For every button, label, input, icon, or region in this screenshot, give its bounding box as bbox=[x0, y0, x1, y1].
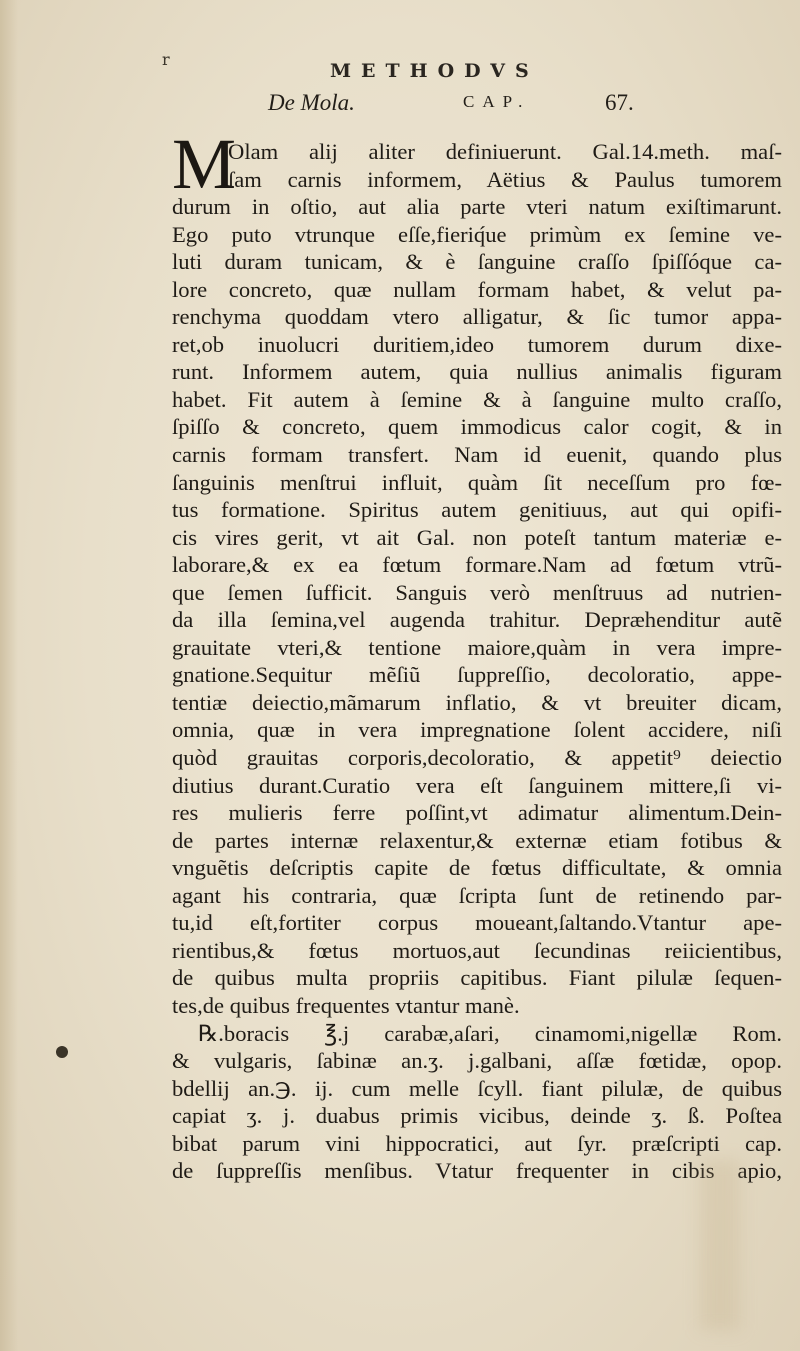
page-edge-shadow bbox=[0, 0, 18, 1351]
text-line: gnatione.Sequitur mẽſiũ ſuppreſſio, decoloratio, appe- bbox=[172, 662, 782, 688]
cap-label: CAP. bbox=[463, 92, 531, 111]
drop-cap: M bbox=[172, 124, 237, 204]
text-line: ſanguinis menſtrui influit, quàm ſit neceſſum pro fœ- bbox=[172, 469, 782, 495]
running-head: METHODVS bbox=[330, 60, 539, 82]
recipe-line: & vulgaris, ſabinæ an.ʒ. j.galbani, aſſæ fœtidæ, opop. bbox=[172, 1048, 782, 1074]
page-number: 67. bbox=[605, 90, 634, 115]
text-line: tus formatione. Spiritus autem genitiuus, aut qui opifi- bbox=[172, 497, 782, 523]
text-line: luti duram tunicam, & è ſanguine craſſo ſpiſſóque ca- bbox=[172, 249, 782, 275]
margin-ink-dot bbox=[56, 1046, 68, 1058]
text-line: res mulieris ferre poſſint,vt adimatur alimentum.Dein- bbox=[172, 800, 782, 826]
text-line: de partes internæ relaxentur,& externæ etiam fotibus & bbox=[172, 827, 782, 853]
text-line: ſpiſſo & concreto, quem immodicus calor cogit, & in bbox=[172, 414, 782, 440]
text-line: carnis formam transfert. Nam id euenit, quando plus bbox=[172, 442, 782, 468]
corner-mark: r bbox=[162, 50, 170, 69]
text-line: de quibus multa propriis capitibus. Fiant pilulæ ſequen- bbox=[172, 965, 782, 991]
chapter-title: De Mola. bbox=[268, 90, 355, 115]
chapter-header bbox=[0, 90, 800, 120]
recipe-line: ℞.boracis ℥.j carabæ,aſari, cinamomi,nigellæ Rom. bbox=[198, 1020, 782, 1046]
text-line: diutius durant.Curatio vera eſt ſanguinem mittere,ſi vi- bbox=[172, 772, 782, 798]
recipe-line: bibat parum vini hippocratici, aut ſyr. præſcripti cap. bbox=[172, 1130, 782, 1156]
text-line: agant his contraria, quæ ſcripta ſunt de retinendo par- bbox=[172, 882, 782, 908]
text-line: tes,de quibus frequentes vtantur manè. bbox=[172, 992, 520, 1018]
text-line: cis vires gerit, vt ait Gal. non poteſt tantum materiæ e- bbox=[172, 524, 782, 550]
text-line: Olam alij aliter definiuerunt. Gal.14.meth. maſ- bbox=[228, 139, 782, 164]
recipe-line: capiat ʒ. j. duabus primis vicibus, deinde ʒ. ß. Poſtea bbox=[172, 1103, 782, 1129]
text-line: habet. Fit autem à ſemine & à ſanguine multo craſſo, bbox=[172, 386, 782, 412]
recipe-line: bdellij an.℈. ij. cum melle ſcyll. fiant pilulæ, de quibus bbox=[172, 1075, 782, 1101]
text-line: grauitate vteri,& tentione maiore,quàm in vera impre- bbox=[172, 634, 782, 660]
text-line: tentiæ deiectio,mãmarum inflatio, & vt breuiter dicam, bbox=[172, 689, 782, 715]
text-line: runt. Informem autem, quia nullius animalis figuram bbox=[172, 359, 782, 385]
text-line: rientibus,& fœtus mortuos,aut ſecundinas reiicientibus, bbox=[172, 937, 782, 963]
text-line: vnguẽtis deſcriptis capite de fœtus difficultate, & omnia bbox=[172, 855, 782, 881]
text-line: ſam carnis informem, Aëtius & Paulus tumorem bbox=[228, 166, 782, 192]
text-line: quòd grauitas corporis,decoloratio, & appetit⁹ deiectio bbox=[172, 745, 782, 771]
text-line: que ſemen ſufficit. Sanguis verò menſtruus ad nutrien- bbox=[172, 579, 782, 605]
paper-stain bbox=[700, 1160, 740, 1330]
text-line: renchyma quoddam vtero alligatur, & ſic tumor appa- bbox=[172, 304, 782, 330]
recipe-line: de ſuppreſſis menſibus. Vtatur frequenter in cibis apio, bbox=[172, 1158, 782, 1184]
text-line: da illa ſemina,vel augenda trahitur. Depræhenditur autẽ bbox=[172, 607, 782, 633]
body-text bbox=[172, 138, 782, 1185]
text-line: ret,ob inuolucri duritiem,ideo tumorem durum dixe- bbox=[172, 331, 782, 357]
text-line: Ego puto vtrunque eſſe,fieriq́ue primùm ex ſemine ve- bbox=[172, 221, 782, 247]
text-line: durum in oſtio, aut alia parte vteri natum exiſtimarunt. bbox=[172, 194, 782, 220]
text-line: omnia, quæ in vera impregnatione ſolent accidere, niſi bbox=[172, 717, 782, 743]
text-line: laborare,& ex ea fœtum formare.Nam ad fœtum vtrũ- bbox=[172, 552, 782, 578]
text-line: lore concreto, quæ nullam formam habet, & velut pa- bbox=[172, 276, 782, 302]
text-line: tu,id eſt,fortiter corpus moueant,ſaltando.Vtantur ape- bbox=[172, 910, 782, 936]
